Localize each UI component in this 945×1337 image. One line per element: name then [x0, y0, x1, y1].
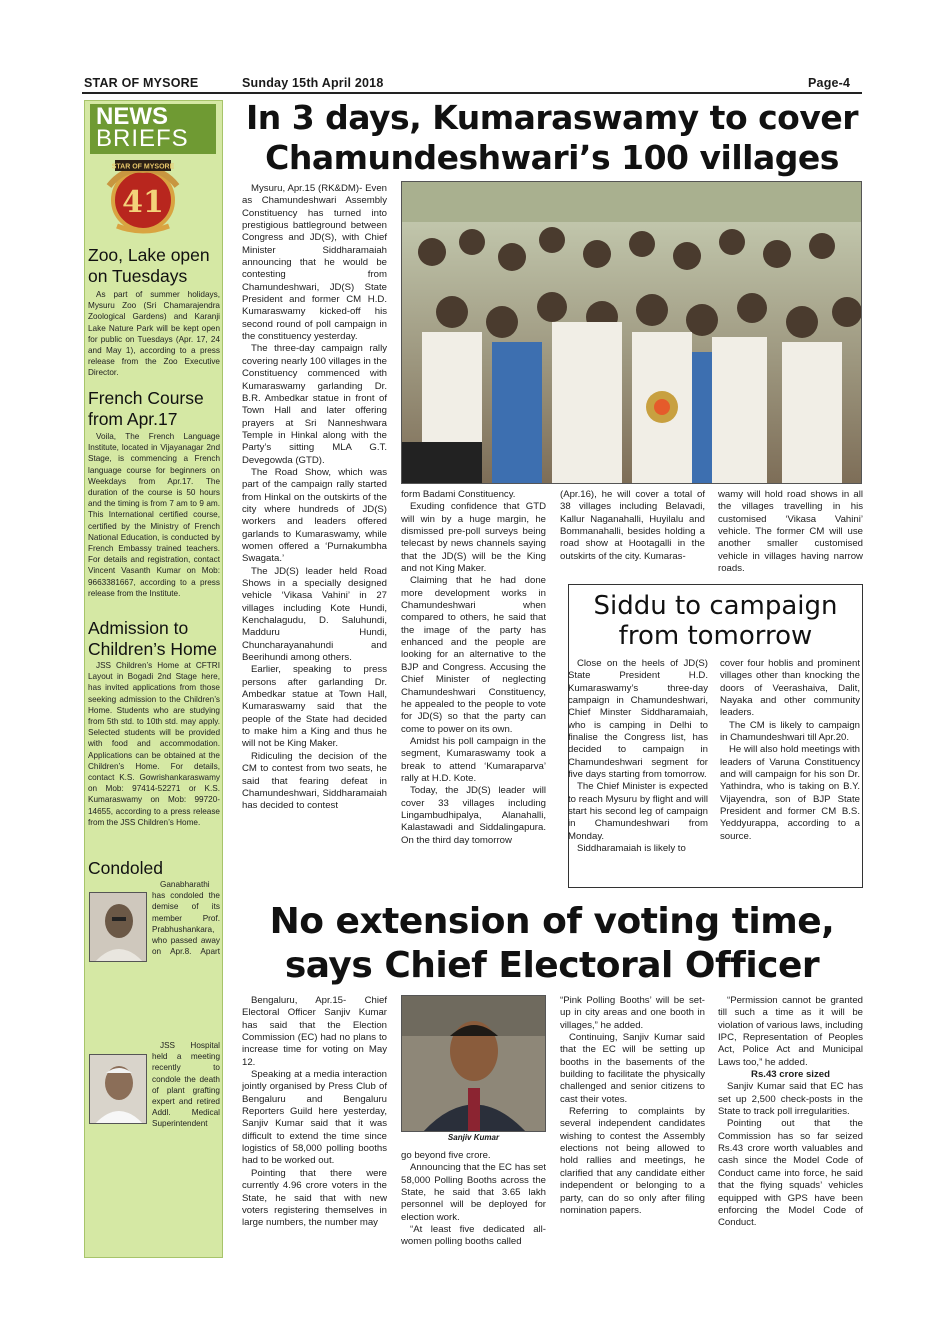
sanjiv-kumar-photo: [401, 995, 546, 1132]
article2-headline-line2: says Chief Electoral Officer: [284, 945, 820, 986]
article1-headline: [232, 98, 872, 178]
article1-col2-para: Claiming that he had done more development works in Chamundeshwari when compared to others, he said that the image of the party has enhanced and the people are looking for an alternative to the BJP and Congress. Accusing the Chief Minister of neglecting Chamundeshwari Constituency, he appealed to the people to vote for JD(S) so that the party can come to power on its own.: [401, 575, 546, 735]
article1-headline-line2: Chamundeshwari’s 100 villages: [265, 138, 839, 177]
article1-col2-para: form Badami Constituency.: [401, 489, 516, 500]
news-briefs-title-line1: NEWS: [96, 103, 168, 130]
article2-col4-para: “Permission cannot be granted till such a time as it will be violation of various laws, including IPC, Representation of Peoples Act, Police Act and Municipal Laws too,” he added.: [718, 995, 863, 1068]
brief-zoo-body: As part of summer holidays, Mysuru Zoo (Sri Chamarajendra Zoological Gardens) and Karanji Lake Nature Park will be kept open for public on Tuesdays (Apr. 17, 24 and May 1), according to a press release from the Zoo Executive Director.: [88, 290, 220, 378]
article1-col2-para: Exuding confidence that GTD will win by a huge margin, he dismissed pre-poll surveys being telecast by news channels saying that the JD(S) will be the King and not King Maker.: [401, 501, 546, 575]
article2-col3-para: Continuing, Sanjiv Kumar said that the EC will be setting up booths in the basements of the building to facilitate the physically challenged and senior citizens to cast their votes.: [560, 1032, 705, 1105]
siddu-headline: [570, 591, 861, 651]
article1-col4: wamy will hold road shows in all the villages travelling in his customised ‘Vikasa Vahini’ vehicle. The former CM will use another smaller customised vehicle in villages having narrow roads.: [718, 489, 863, 575]
article2-col3-para: “Pink Polling Booths’ will be set-up in city areas and one booth in villages,” he added.: [560, 995, 705, 1031]
siddu-col1-para: The Chief Minister is expected to reach Mysuru by flight and will start his second leg of campaign in Chamundeshwari from Monday.: [568, 781, 708, 842]
article2-col3-para: Referring to complaints by several independent candidates wishing to contest the Assembly elections not being allowed to hold rallies and meetings, he clarified that any candidate either independent or belonging to a party, can do so only after filing nomination papers.: [560, 1106, 705, 1216]
article2-col4-para: Sanjiv Kumar said that EC has set up 2,500 check-posts in the State to track poll irregularities.: [718, 1081, 863, 1118]
article2-col1-para: Pointing that there were currently 4.96 crore voters in the State, he said that with new voters registering themselves in large numbers, the number may: [242, 1167, 387, 1229]
article1-col1-para: The JD(S) leader held Road Shows in a specially designed vehicle ‘Vikasa Vahini’ in 27 villages including Kote Hundi, Kenchalagudu, D. Saluhundi, Madduru Hundi, Chuncharayanahundi and Beerihundi among others.: [242, 565, 387, 664]
siddu-col1-para: Siddharamaiah is likely to: [577, 843, 686, 855]
crowd-photo-icon: [402, 182, 862, 484]
article2-col4: [718, 995, 863, 1230]
portrait-icon: [90, 893, 147, 962]
prabhushankara-photo: [89, 892, 147, 962]
siddu-col2-para: cover four hoblis and prominent villages other than knocking the doors of Veerashaiva, Dalit, Nayaka and other community leaders.: [720, 658, 860, 719]
brief-admission-body: JSS Children’s Home at CFTRI Layout in Bogadi 2nd Stage here, has invited applications from those seeking admission to the Children’s Home. Students who are studying from 5th std. to 10th std. may apply. Selected students will be provided with food and accommodation. Applications can be obtained at the Children’s Home. For details, contact K.S. Gowrishankaraswamy on Mob: 97414-52271 or K.S. Kumaraswamy on Mob: 99720-14655, according to a press release from the JSS Children’s Home.: [88, 661, 220, 827]
anniversary-logo-icon: [103, 156, 183, 238]
article2-col1-para: Speaking at a media interaction jointly organised by Press Club of Bengaluru and Bengaluru Reporters Guild here yesterday, Sanjiv Kumar said that it was difficult to extend the time since logistics of 58,000 polling booths had to be worked out.: [242, 1069, 387, 1167]
brief-condoled-body-2a: [152, 1040, 220, 1130]
article1-col2-para: Amidst his poll campaign in the segment, Kumaraswamy took a break to attend ‘Kumaraparva’ rally at H.D. Kote.: [401, 735, 546, 784]
brief-french-heading: French Course from Apr.17: [88, 388, 204, 429]
article2-subhead: Rs.43 crore sized: [751, 1069, 830, 1081]
portrait-icon: [90, 1055, 147, 1124]
siddu-col2-para: The CM is likely to campaign in Chamundeshwari till Apr.20.: [720, 719, 860, 744]
article1-col1-para: Earlier, speaking to press persons after garlanding Dr. Ambedkar statue at Town Hall, Kumaraswamy said that the people of the State had decided to make him a King and thus he will not be King Maker.: [242, 664, 387, 750]
siddu-col1: [568, 658, 708, 856]
article2-headline-line1: No extension of voting time,: [269, 901, 835, 942]
siddu-col2: [720, 658, 860, 843]
article2-col2-para: “At least five dedicated all-women polling booths called: [401, 1224, 546, 1248]
article1-col2: [401, 489, 546, 847]
article2-headline: [232, 900, 872, 988]
mruthyunjayappa-photo: [89, 1054, 147, 1124]
logo-top-text: STAR OF MYSORE: [111, 163, 175, 171]
article2-col2-para: Announcing that the EC has set 58,000 Polling Booths across the State, he said that 3.65 lakh personnel will be deployed for election work.: [401, 1162, 546, 1223]
brief-french-body: Voila, The French Language Institute, located in Vijayanagar 2nd Stage, is commencing a French language course for beginners on Weekdays from Apr.17. The duration of the course is 50 hours and the timing is from 7 am to 9 am. This International certified course, certified by the Ministry of French National Education, is conducted by French Embassy trained teachers. For details and registration, contact Vincent Vasanth Kumar on Mob: 9663381667, according to a press release from the Institute.: [88, 432, 220, 598]
article1-col1-para: The Road Show, which was part of the campaign rally started from Hinkal on the outskirts of the city where hundreds of JD(S) workers and leaders offered garlands to Kumaraswamy, while women offered a ‘Purnakumbha Swagata.’: [242, 466, 387, 565]
siddu-col1-para: Close on the heels of JD(S) State President H.D. Kumaraswamy’s three-day campaign in Chamundeshwari, Chief Minster Siddharamaiah, who is camping in Delhi to finalise the Congress list, has decided to campaign in Chamundeshwari segment for five days starting from tomorrow.: [568, 658, 708, 781]
logo-number: 41: [122, 185, 164, 220]
masthead-name: STAR OF MYSORE: [84, 76, 199, 90]
article2-col3: [560, 995, 705, 1217]
portrait-icon: [402, 996, 546, 1132]
brief-zoo-heading: Zoo, Lake open on Tuesdays: [88, 245, 210, 286]
brief-condoled-body-1: Ganabharathi has condoled the demise of its member Prof. Prabhushankara, who passed away on Apr.8. Apart: [152, 880, 220, 957]
siddu-headline-line2: from tomorrow: [618, 621, 813, 651]
news-briefs-title: [90, 104, 216, 154]
news-briefs-title-line2: BRIEFS: [96, 125, 189, 152]
issue-date: Sunday 15th April 2018: [242, 76, 384, 90]
page-number: Page-4: [808, 76, 851, 90]
article2-col1-para: Bengaluru, Apr.15- Chief Electoral Officer Sanjiv Kumar has said that the Election Commission (EC) had no plans to increase time for voting on May 12.: [242, 995, 387, 1068]
siddu-col2-para: He will also hold meetings with leaders of Varuna Constituency and will campaign for his son Dr. Yathindra, who is taking on B.Y. Vijayendra, son of BJP State President and former CM B.S. Yeddyurappa, according to a source.: [720, 744, 860, 842]
sanjiv-kumar-caption: Sanjiv Kumar: [447, 1133, 500, 1142]
brief-condoled-body-2: JSS Hospital held a meeting recently to condole the death of plant grafting expert and retired Addl. Medical Superintendent: [152, 1041, 220, 1129]
article1-headline-line1: In 3 days, Kumaraswamy to cover: [245, 98, 859, 137]
siddu-headline-line1: Siddu to campaign: [593, 591, 838, 621]
article1-col3: (Apr.16), he will cover a total of 38 villages including Belavadi, Kallur Naganahalli, Huyilalu and Bommanahalli, besides holding a road show at Hootagalli in the outskirts of the city. Kumaras-: [560, 489, 705, 562]
article1-col1: [242, 183, 387, 813]
header-rule: [82, 92, 862, 94]
article2-col2: [401, 1150, 546, 1249]
article1-rally-photo: [401, 181, 862, 484]
article2-col4-para: Pointing out that the Commission has so far seized Rs.43 crore worth valuables and cash since the Model Code of Conduct came into force, he said that the flying squads’ vehicles equipped with GPS have been enforcing the Model Code of Conduct.: [718, 1118, 863, 1229]
article1-col2-para: Today, the JD(S) leader will cover 33 villages including Lingambudhipalya, Alanahalli, Kalastawadi and Siddalingapura. On the third day tomorrow: [401, 785, 546, 846]
article2-col1: [242, 995, 387, 1230]
brief-admission-heading: Admission to Children’s Home: [88, 618, 218, 659]
article1-col1-para: Mysuru, Apr.15 (RK&DM)- Even as Chamundeshwari Assembly Constituency has turned into prestigious battleground between Congress and JD(S), with Chief Minister Siddharamaiah announcing that he would be contesting from Chamundeshwari, JD(S) State President and former CM H.D. Kumaraswamy kicked-off his second round of poll campaign in the constituency yesterday.: [242, 183, 387, 343]
article2-col2-para: go beyond five crore.: [401, 1150, 491, 1161]
brief-condoled-heading: Condoled: [88, 858, 163, 878]
article1-col1-para: The three-day campaign rally covering nearly 100 villages in the Constituency commenced with Kumaraswamy garlanding Dr. B.R. Ambedkar statue in front of Town Hall and later offering prayers at Sri Nanneshwara Temple in Hinkal along with the Party’s sitting MLA G.T. Devegowda (GTD).: [242, 343, 387, 466]
article1-col1-para: Ridiculing the decision of the CM to contest from two seats, he said that fearing defeat in Chamundeshwari, Siddharamaiah has decided to contest: [242, 750, 387, 812]
brief-condoled-body-1a: [152, 879, 220, 959]
